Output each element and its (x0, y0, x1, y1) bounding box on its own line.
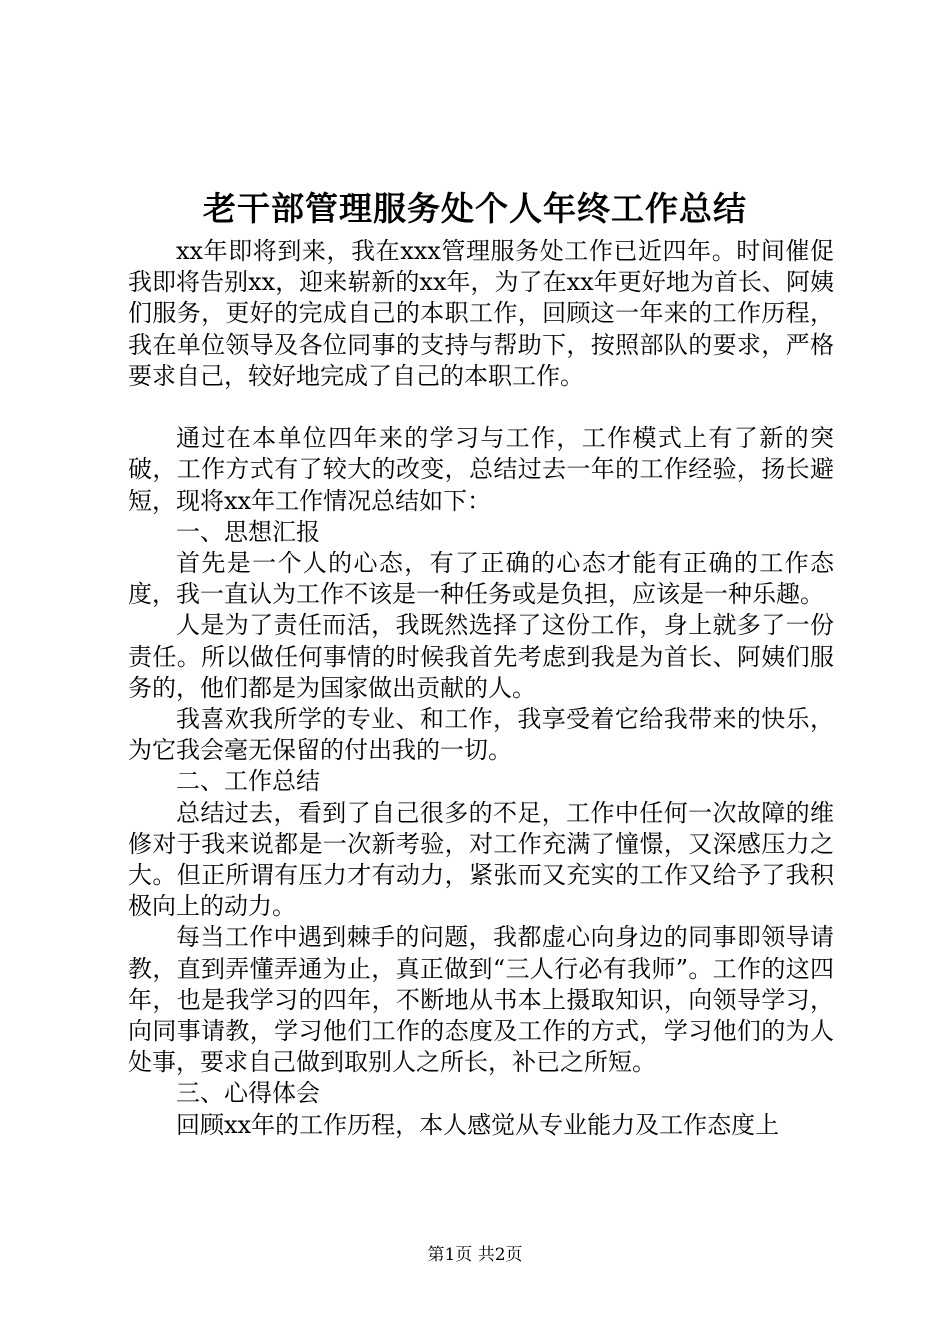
paragraph: 我喜欢我所学的专业、和工作，我享受着它给我带来的快乐，为它我会毫无保留的付出我的一切。 (128, 705, 834, 765)
paragraph: 首先是一个人的心态，有了正确的心态才能有正确的工作态度，我一直认为工作不该是一种任务或是负担，应该是一种乐趣。 (128, 549, 834, 609)
page-footer: 第1页 共2页 (427, 1245, 523, 1265)
paragraph: 总结过去，看到了自己很多的不足，工作中任何一次故障的维修对于我来说都是一次新考验，对工作充满了憧憬，又深感压力之大。但正所谓有压力才有动力，紧张而又充实的工作又给予了我积极向上的动力。 (128, 798, 834, 921)
document-title: 老干部管理服务处个人年终工作总结 (203, 189, 747, 228)
section-heading-thoughts: 一、思想汇报 (176, 517, 320, 546)
section-heading-reflections: 三、心得体会 (176, 1079, 320, 1108)
paragraph-overview: 通过在本单位四年来的学习与工作，工作模式上有了新的突破，工作方式有了较大的改变，总结过去一年的工作经验，扬长避短，现将xx年工作情况总结如下： (128, 424, 834, 515)
paragraph: 回顾xx年的工作历程，本人感觉从专业能力及工作态度上 (176, 1110, 780, 1139)
paragraph: 人是为了责任而活，我既然选择了这份工作，身上就多了一份责任。所以做任何事情的时候我首先考虑到我是为首长、阿姨们服务的，他们都是为国家做出贡献的人。 (128, 611, 834, 702)
document-body (128, 236, 834, 1141)
section-heading-work-summary: 二、工作总结 (176, 767, 320, 796)
paragraph: 每当工作中遇到棘手的问题，我都虚心向身边的同事即领导请教，直到弄懂弄通为止，真正做到“三人行必有我师”。工作的这四年，也是我学习的四年，不断地从书本上摄取知识，向领导学习，向同事请教，学习他们工作的态度及工作的方式，学习他们的为人处事，要求自己做到取别人之所长，补已之所短。 (128, 923, 834, 1077)
paragraph-intro: xx年即将到来，我在xxx管理服务处工作已近四年。时间催促我即将告别xx，迎来崭新的xx年，为了在xx年更好地为首长、阿姨们服务，更好的完成自己的本职工作，回顾这一年来的工作历程，我在单位领导及各位同事的支持与帮助下，按照部队的要求，严格要求自己，较好地完成了自己的本职工作。 (128, 237, 834, 390)
